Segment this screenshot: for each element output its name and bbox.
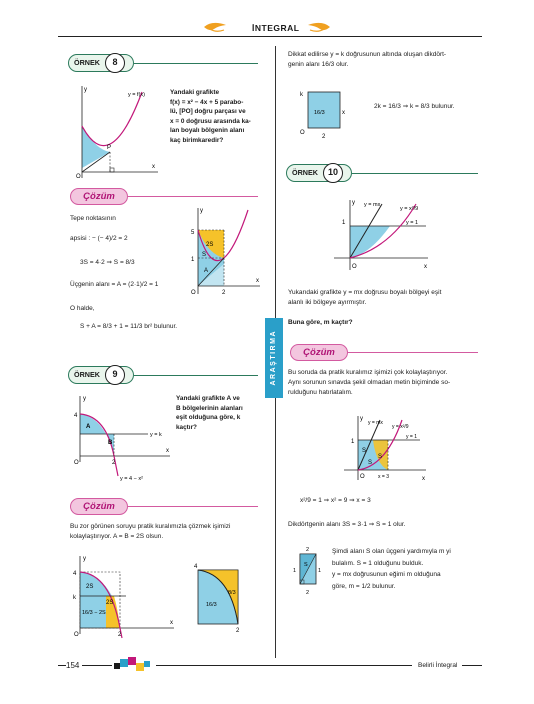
ornek-8-rule	[134, 63, 258, 64]
region-2s-b: 2S	[106, 600, 114, 606]
footer-rule-mid	[82, 665, 112, 666]
ohalde-text: O halde,	[70, 305, 95, 312]
side-tab: ARAŞTIRMA	[265, 318, 283, 398]
cozum-1-rule	[128, 196, 258, 197]
axis-y-label: y	[360, 416, 363, 422]
small-top-label: 2	[306, 547, 310, 553]
cozum-2-graph-2	[190, 560, 252, 636]
region-2s-a: 2S	[86, 584, 94, 590]
line-yk-label: y = k	[150, 432, 162, 438]
tick-one: 1	[191, 257, 195, 263]
curve-label: y = x²/9	[400, 206, 419, 212]
ornek-10-badge: ÖRNEK 10	[286, 164, 352, 182]
axis-y-label: y	[83, 556, 86, 562]
triangle-area-formula: Üçgenin alanı = A = (2·1)/2 = 1	[70, 281, 159, 288]
cozum-2-badge: Çözüm	[70, 498, 128, 515]
ornek-9-problem: Yandaki grafikte A ve B bölgelerinin alanları eşit olduğuna göre, k kaçtır?	[176, 395, 243, 431]
tick-two: 2	[112, 460, 116, 466]
small-bottom-label: 2	[306, 590, 310, 596]
rect-area-label: 16/3	[314, 110, 325, 116]
origin-label: O	[360, 474, 365, 480]
region-16-3: 16/3	[206, 602, 217, 608]
result-formula: S + A = 8/3 + 1 = 11/3 br² bulunur.	[80, 323, 178, 330]
region-2s: 2S	[206, 242, 214, 248]
curve-label: y = 4 − x²	[120, 476, 143, 482]
origin-label: O	[74, 632, 79, 638]
axis-y-label: y	[84, 87, 87, 93]
region-b: B	[108, 440, 113, 446]
point-p-label: P	[107, 145, 112, 151]
right-rect-graph	[296, 86, 360, 142]
axis-x-label: x	[256, 278, 259, 284]
axis-x-label: x	[342, 110, 345, 116]
tick-k: k	[300, 92, 303, 98]
x-equation: x²/9 = 1 ⇒ x² = 9 ⇒ x = 3	[300, 497, 371, 504]
tick-two: 2	[322, 134, 326, 140]
page-number: 154	[66, 661, 80, 670]
tick-four: 4	[73, 571, 77, 577]
rect-area-equation: Dikdörtgenin alanı 3S = 3·1 ⇒ S = 1 olur.	[288, 521, 406, 528]
axis-x-label: x	[166, 448, 169, 454]
origin-label: O	[300, 130, 305, 136]
cozum-2-text: Bu zor görünen soruyu pratik kuralımızla çözmek işimizi kolaylaştırıyor. A = B = 2S olsun.	[70, 523, 231, 540]
footer-section-title: Belirli İntegral	[418, 662, 458, 669]
footer-rule-left	[58, 665, 66, 666]
leaf-ornament-right-icon	[302, 20, 332, 34]
axis-x-label: x	[422, 476, 425, 482]
leaf-ornament-left-icon	[202, 20, 232, 34]
region-a: A	[204, 268, 209, 274]
cozum-1-graph	[184, 204, 264, 300]
color-squares-icon	[114, 657, 154, 673]
ornek-10-graph	[330, 196, 434, 276]
region-8-3: 8/3	[228, 590, 236, 596]
cozum-3-small-graph	[286, 542, 326, 598]
tick-k: k	[73, 595, 76, 601]
origin-label: O	[191, 290, 196, 296]
region-s: S	[202, 252, 207, 258]
tick-two: 2	[222, 290, 226, 296]
small-s-label: S	[304, 562, 308, 568]
footer-rule-main	[156, 665, 412, 666]
axis-y-label: y	[200, 208, 203, 214]
tick-two: 2	[118, 632, 122, 638]
three-s-formula: 3S = 4·2 ⇒ S = 8/3	[80, 259, 135, 266]
axis-x-label: x	[152, 164, 155, 170]
axis-y-label: y	[352, 200, 355, 206]
axis-x-label: x	[170, 620, 173, 626]
k-formula: 2k = 16/3 ⇒ k = 8/3 bulunur.	[374, 103, 455, 110]
header-rule	[58, 36, 482, 37]
ornek-10-question: Buna göre, m kaçtır?	[288, 319, 353, 326]
line-x3-label: x = 3	[378, 474, 389, 480]
region-s-2: S	[368, 460, 373, 466]
origin-label: O	[352, 264, 357, 270]
tick-two: 2	[236, 628, 240, 634]
ornek-8-problem: Yandaki grafikte f(x) = x² − 4x + 5 parabo- lü, [PO] doğru parçası ve x = 0 doğrusu arasında ka- lan boyalı bölgenin alanı kaç birimkaredir?	[170, 89, 251, 145]
cozum-3-graph	[340, 412, 430, 484]
curve-label: y = x²/9	[392, 424, 409, 430]
region-rect-label: 16/3 − 2S	[82, 610, 106, 616]
apsis-formula: apsisi : − (− 4)/2 = 2	[70, 235, 128, 242]
cozum-2-rule	[128, 506, 258, 507]
fx-label: y = f(x)	[128, 92, 145, 98]
ornek-10-rule	[352, 173, 478, 174]
tick-four: 4	[74, 413, 78, 419]
ornek-9-graph	[66, 392, 176, 484]
cozum-2-graph-1	[66, 552, 182, 640]
footer-rule-right	[462, 665, 482, 666]
tick-one: 1	[351, 439, 355, 445]
right-intro: Dikkat edilirse y = k doğrusunun altında oluşan dikdört- genin alanı 16/3 olur.	[288, 51, 447, 68]
tick-one: 1	[342, 220, 346, 226]
cozum-3-badge: Çözüm	[290, 344, 348, 361]
ornek-8-graph	[66, 82, 166, 180]
region-a: A	[86, 424, 91, 430]
ornek-8-badge: ÖRNEK 8	[68, 54, 134, 72]
tick-five: 5	[191, 230, 195, 236]
line-y1-label: y = 1	[406, 220, 419, 226]
line-ymx-label: y = mx	[368, 420, 383, 426]
small-right-label: 1	[318, 568, 322, 574]
cozum-1-badge: Çözüm	[70, 188, 128, 205]
axis-y-label: y	[83, 396, 86, 402]
ornek-9-badge: ÖRNEK 9	[68, 366, 134, 384]
region-s-3: S	[378, 454, 383, 460]
origin-label: O	[76, 174, 81, 180]
axis-x-label: x	[424, 264, 427, 270]
final-text: Şimdi alanı S olan üçgeni yardımıyla m yi bulalım. S = 1 olduğunu bulduk. y = mx doğrusunun eğimi m olduğuna göre, m = 1/2 bulunur.	[332, 548, 451, 591]
tick-four: 4	[194, 564, 198, 570]
origin-label: O	[74, 460, 79, 466]
tepe-text: Tepe noktasının	[70, 215, 116, 222]
cozum-3-text: Bu soruda da pratik kuralımız işimizi çok kolaylaştırıyor. Aynı sorunun sınavda şekil olmadan metin biçiminde so- rulduğunu hatırlatalım.	[288, 369, 451, 396]
region-s-1: S	[362, 448, 367, 454]
cozum-3-rule	[348, 352, 478, 353]
ornek-9-rule	[134, 375, 258, 376]
line-y1-label: y = 1	[406, 434, 417, 440]
page-header-title: İNTEGRAL	[252, 23, 300, 33]
small-left-label: 1	[293, 568, 297, 574]
ornek-10-problem: Yukarıdaki grafikte y = mx doğrusu boyalı bölgeyi eşit alanlı iki bölgeye ayırmıştır.	[288, 289, 442, 306]
line-ymx-label: y = mx	[364, 202, 381, 208]
